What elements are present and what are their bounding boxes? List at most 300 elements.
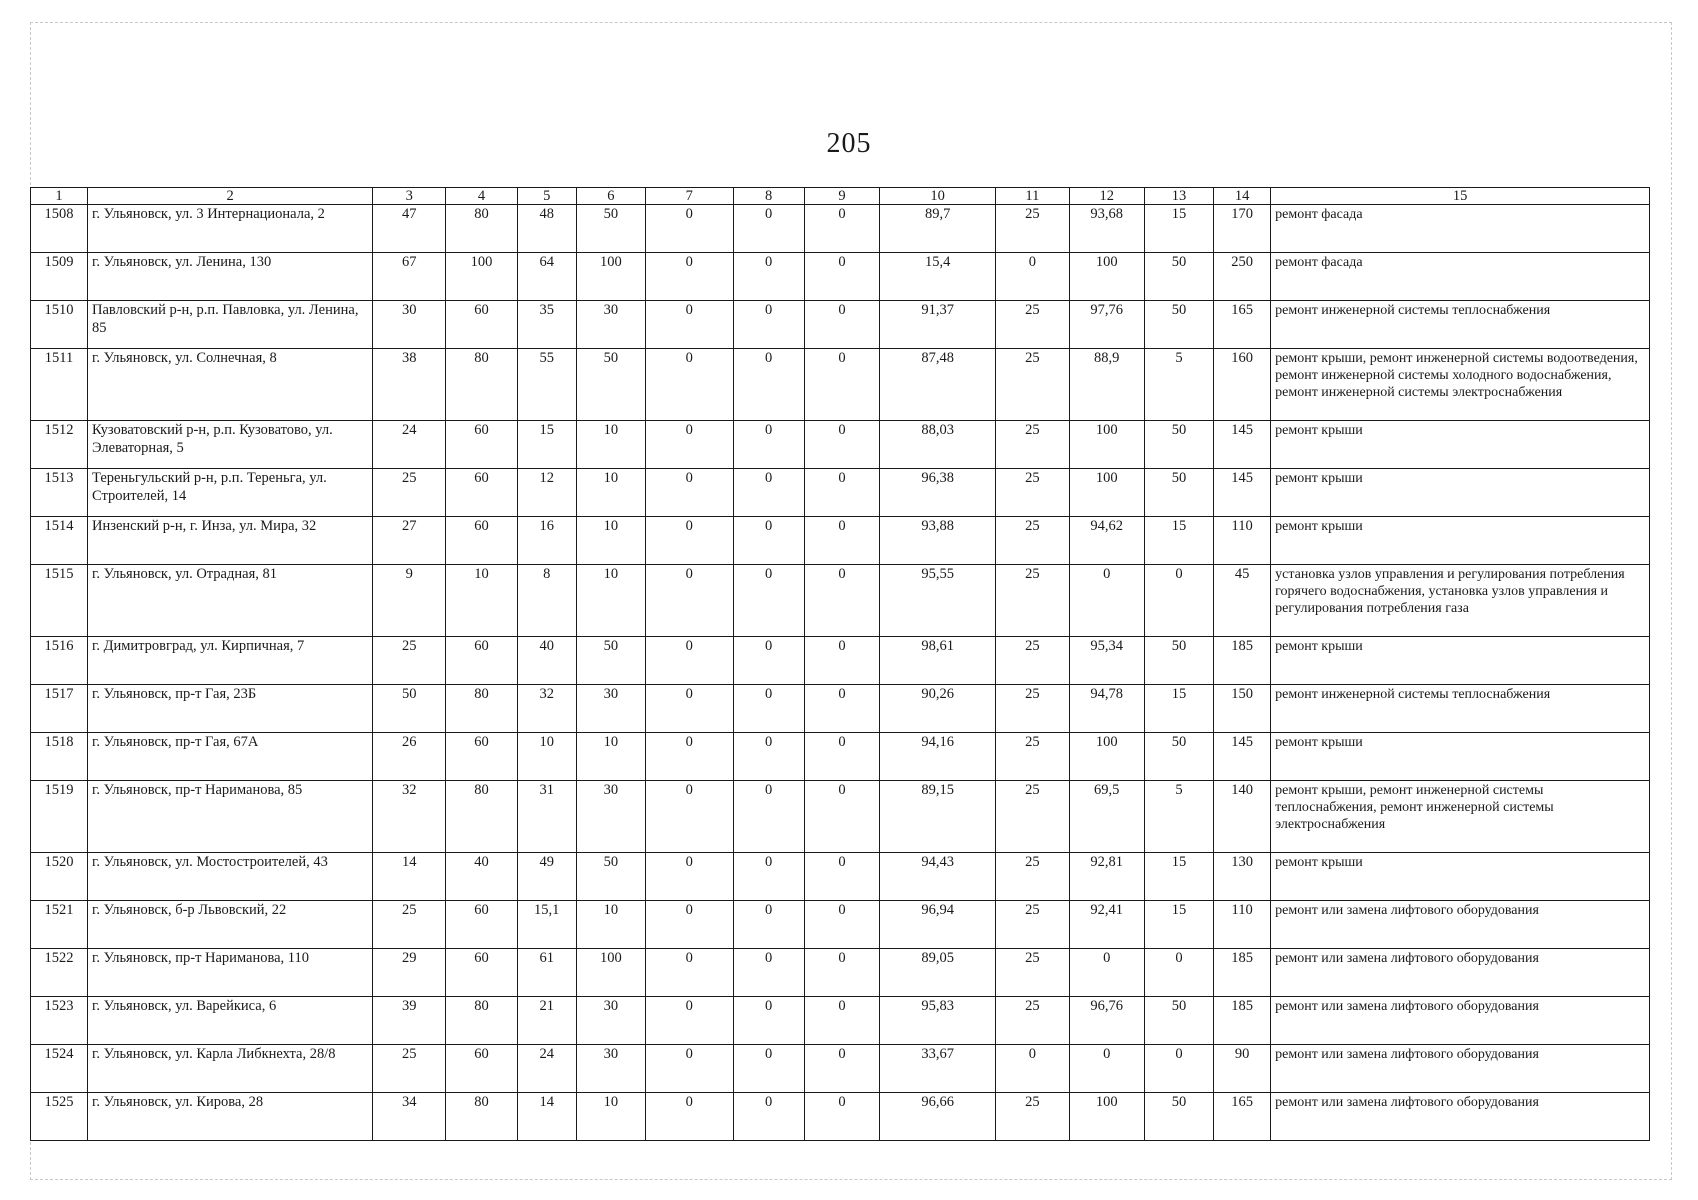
- cell-col-13: 50: [1144, 253, 1213, 301]
- cell-address: г. Ульяновск, ул. Солнечная, 8: [88, 349, 373, 421]
- table-row: [31, 685, 1650, 733]
- cell-work-type: ремонт крыши: [1271, 421, 1650, 469]
- cell-col-9: 0: [804, 469, 879, 517]
- cell-col-5: 14: [517, 1093, 576, 1141]
- cell-col-14: 140: [1214, 781, 1271, 853]
- cell-col-9: 0: [804, 997, 879, 1045]
- cell-col-11: 25: [996, 349, 1069, 421]
- cell-col-14: 150: [1214, 685, 1271, 733]
- cell-col-8: 0: [733, 565, 804, 637]
- cell-col-4: 60: [446, 301, 517, 349]
- cell-col-4: 100: [446, 253, 517, 301]
- cell-col-3: 24: [373, 421, 446, 469]
- column-header-6: 6: [576, 188, 645, 205]
- cell-col-3: 25: [373, 901, 446, 949]
- table-row: [31, 853, 1650, 901]
- table-body: [31, 205, 1650, 1141]
- cell-col-14: 185: [1214, 949, 1271, 997]
- cell-col-9: 0: [804, 1093, 879, 1141]
- cell-work-type: ремонт крыши, ремонт инженерной системы теплоснабжения, ремонт инженерной системы электроснабжения: [1271, 781, 1650, 853]
- cell-col-6: 10: [576, 517, 645, 565]
- cell-work-type: ремонт крыши: [1271, 733, 1650, 781]
- cell-col-12: 92,41: [1069, 901, 1144, 949]
- cell-col-5: 64: [517, 253, 576, 301]
- cell-col-12: 94,62: [1069, 517, 1144, 565]
- table-row: [31, 997, 1650, 1045]
- cell-address: Тереньгульский р-н, р.п. Тереньга, ул. Строителей, 14: [88, 469, 373, 517]
- cell-work-type: ремонт или замена лифтового оборудования: [1271, 949, 1650, 997]
- cell-col-13: 50: [1144, 301, 1213, 349]
- cell-col-8: 0: [733, 781, 804, 853]
- cell-row-number: 1510: [31, 301, 88, 349]
- cell-col-10: 98,61: [880, 637, 996, 685]
- cell-col-14: 185: [1214, 637, 1271, 685]
- cell-address: г. Ульяновск, ул. Карла Либкнехта, 28/8: [88, 1045, 373, 1093]
- cell-col-3: 25: [373, 1045, 446, 1093]
- cell-col-7: 0: [645, 301, 733, 349]
- cell-col-8: 0: [733, 349, 804, 421]
- cell-work-type: ремонт инженерной системы теплоснабжения: [1271, 301, 1650, 349]
- cell-col-5: 55: [517, 349, 576, 421]
- cell-col-7: 0: [645, 469, 733, 517]
- cell-col-3: 25: [373, 637, 446, 685]
- column-header-2: 2: [88, 188, 373, 205]
- cell-col-7: 0: [645, 685, 733, 733]
- cell-work-type: ремонт или замена лифтового оборудования: [1271, 997, 1650, 1045]
- table-row: [31, 1093, 1650, 1141]
- cell-row-number: 1512: [31, 421, 88, 469]
- cell-col-8: 0: [733, 1045, 804, 1093]
- cell-row-number: 1520: [31, 853, 88, 901]
- cell-col-3: 32: [373, 781, 446, 853]
- cell-col-9: 0: [804, 205, 879, 253]
- cell-work-type: ремонт инженерной системы теплоснабжения: [1271, 685, 1650, 733]
- cell-col-13: 50: [1144, 997, 1213, 1045]
- cell-col-6: 10: [576, 565, 645, 637]
- cell-address: г. Ульяновск, ул. Ленина, 130: [88, 253, 373, 301]
- cell-col-9: 0: [804, 301, 879, 349]
- cell-col-12: 0: [1069, 565, 1144, 637]
- cell-col-14: 165: [1214, 301, 1271, 349]
- column-header-13: 13: [1144, 188, 1213, 205]
- column-header-4: 4: [446, 188, 517, 205]
- cell-col-8: 0: [733, 685, 804, 733]
- cell-col-6: 50: [576, 349, 645, 421]
- cell-col-4: 60: [446, 949, 517, 997]
- cell-col-3: 26: [373, 733, 446, 781]
- table-row: [31, 301, 1650, 349]
- cell-address: г. Ульяновск, ул. 3 Интернационала, 2: [88, 205, 373, 253]
- cell-col-13: 15: [1144, 901, 1213, 949]
- cell-col-10: 33,67: [880, 1045, 996, 1093]
- cell-col-5: 15,1: [517, 901, 576, 949]
- cell-col-7: 0: [645, 637, 733, 685]
- cell-col-14: 250: [1214, 253, 1271, 301]
- cell-row-number: 1508: [31, 205, 88, 253]
- cell-col-7: 0: [645, 517, 733, 565]
- cell-col-5: 15: [517, 421, 576, 469]
- cell-col-7: 0: [645, 997, 733, 1045]
- cell-work-type: ремонт фасада: [1271, 253, 1650, 301]
- cell-col-4: 60: [446, 637, 517, 685]
- cell-col-7: 0: [645, 781, 733, 853]
- cell-col-6: 50: [576, 853, 645, 901]
- cell-col-4: 80: [446, 349, 517, 421]
- cell-col-12: 100: [1069, 469, 1144, 517]
- cell-col-13: 0: [1144, 949, 1213, 997]
- cell-work-type: ремонт крыши: [1271, 469, 1650, 517]
- cell-col-3: 29: [373, 949, 446, 997]
- cell-col-3: 39: [373, 997, 446, 1045]
- cell-work-type: ремонт крыши: [1271, 637, 1650, 685]
- cell-col-3: 67: [373, 253, 446, 301]
- table-row: [31, 949, 1650, 997]
- cell-col-11: 25: [996, 1093, 1069, 1141]
- cell-col-4: 10: [446, 565, 517, 637]
- cell-address: г. Ульяновск, ул. Варейкиса, 6: [88, 997, 373, 1045]
- cell-col-5: 49: [517, 853, 576, 901]
- cell-col-7: 0: [645, 1045, 733, 1093]
- cell-col-12: 94,78: [1069, 685, 1144, 733]
- cell-row-number: 1515: [31, 565, 88, 637]
- cell-col-9: 0: [804, 685, 879, 733]
- cell-work-type: ремонт фасада: [1271, 205, 1650, 253]
- cell-col-4: 60: [446, 469, 517, 517]
- cell-col-6: 50: [576, 205, 645, 253]
- column-header-12: 12: [1069, 188, 1144, 205]
- cell-col-12: 100: [1069, 1093, 1144, 1141]
- cell-col-7: 0: [645, 205, 733, 253]
- cell-row-number: 1514: [31, 517, 88, 565]
- cell-row-number: 1521: [31, 901, 88, 949]
- cell-col-4: 60: [446, 733, 517, 781]
- cell-address: Кузоватовский р-н, р.п. Кузоватово, ул. Элеваторная, 5: [88, 421, 373, 469]
- cell-col-7: 0: [645, 349, 733, 421]
- cell-row-number: 1513: [31, 469, 88, 517]
- cell-col-14: 45: [1214, 565, 1271, 637]
- cell-row-number: 1525: [31, 1093, 88, 1141]
- cell-col-4: 80: [446, 205, 517, 253]
- cell-col-11: 25: [996, 901, 1069, 949]
- cell-col-8: 0: [733, 421, 804, 469]
- cell-col-8: 0: [733, 901, 804, 949]
- cell-row-number: 1522: [31, 949, 88, 997]
- cell-col-12: 0: [1069, 1045, 1144, 1093]
- cell-col-5: 35: [517, 301, 576, 349]
- cell-row-number: 1511: [31, 349, 88, 421]
- cell-col-6: 10: [576, 901, 645, 949]
- cell-col-12: 95,34: [1069, 637, 1144, 685]
- cell-col-3: 38: [373, 349, 446, 421]
- cell-col-8: 0: [733, 253, 804, 301]
- cell-col-9: 0: [804, 949, 879, 997]
- table-row: [31, 517, 1650, 565]
- cell-col-7: 0: [645, 1093, 733, 1141]
- cell-col-10: 88,03: [880, 421, 996, 469]
- cell-col-4: 60: [446, 901, 517, 949]
- cell-col-11: 25: [996, 517, 1069, 565]
- cell-col-10: 93,88: [880, 517, 996, 565]
- cell-col-3: 50: [373, 685, 446, 733]
- cell-row-number: 1518: [31, 733, 88, 781]
- cell-col-8: 0: [733, 853, 804, 901]
- cell-col-10: 89,7: [880, 205, 996, 253]
- cell-col-14: 130: [1214, 853, 1271, 901]
- cell-col-5: 32: [517, 685, 576, 733]
- cell-row-number: 1509: [31, 253, 88, 301]
- cell-col-8: 0: [733, 997, 804, 1045]
- cell-col-14: 185: [1214, 997, 1271, 1045]
- cell-col-11: 25: [996, 565, 1069, 637]
- table-row: [31, 565, 1650, 637]
- cell-col-13: 50: [1144, 637, 1213, 685]
- cell-address: г. Ульяновск, пр-т Нариманова, 110: [88, 949, 373, 997]
- cell-col-10: 89,05: [880, 949, 996, 997]
- cell-col-4: 80: [446, 685, 517, 733]
- table-row: [31, 637, 1650, 685]
- cell-address: Павловский р-н, р.п. Павловка, ул. Ленина, 85: [88, 301, 373, 349]
- cell-col-9: 0: [804, 253, 879, 301]
- cell-col-10: 89,15: [880, 781, 996, 853]
- cell-col-9: 0: [804, 733, 879, 781]
- cell-col-14: 170: [1214, 205, 1271, 253]
- cell-col-8: 0: [733, 205, 804, 253]
- cell-work-type: ремонт крыши: [1271, 517, 1650, 565]
- cell-col-13: 5: [1144, 349, 1213, 421]
- cell-col-9: 0: [804, 637, 879, 685]
- cell-address: г. Ульяновск, пр-т Гая, 23Б: [88, 685, 373, 733]
- cell-col-12: 100: [1069, 733, 1144, 781]
- cell-col-11: 25: [996, 637, 1069, 685]
- cell-col-6: 30: [576, 301, 645, 349]
- cell-col-12: 92,81: [1069, 853, 1144, 901]
- column-header-11: 11: [996, 188, 1069, 205]
- cell-col-9: 0: [804, 781, 879, 853]
- cell-col-10: 96,38: [880, 469, 996, 517]
- cell-col-12: 88,9: [1069, 349, 1144, 421]
- cell-col-11: 25: [996, 205, 1069, 253]
- cell-col-5: 21: [517, 997, 576, 1045]
- cell-col-3: 30: [373, 301, 446, 349]
- cell-address: г. Ульяновск, б-р Львовский, 22: [88, 901, 373, 949]
- cell-col-5: 24: [517, 1045, 576, 1093]
- cell-work-type: ремонт крыши: [1271, 853, 1650, 901]
- cell-row-number: 1523: [31, 997, 88, 1045]
- cell-col-4: 60: [446, 421, 517, 469]
- cell-col-10: 95,83: [880, 997, 996, 1045]
- column-header-14: 14: [1214, 188, 1271, 205]
- cell-address: г. Ульяновск, пр-т Гая, 67А: [88, 733, 373, 781]
- cell-col-10: 91,37: [880, 301, 996, 349]
- cell-col-11: 25: [996, 997, 1069, 1045]
- table-row: [31, 781, 1650, 853]
- cell-col-8: 0: [733, 517, 804, 565]
- cell-col-8: 0: [733, 637, 804, 685]
- cell-col-14: 160: [1214, 349, 1271, 421]
- cell-col-12: 96,76: [1069, 997, 1144, 1045]
- cell-col-10: 90,26: [880, 685, 996, 733]
- header-row: [31, 188, 1650, 205]
- cell-col-11: 25: [996, 733, 1069, 781]
- cell-col-7: 0: [645, 253, 733, 301]
- column-header-8: 8: [733, 188, 804, 205]
- cell-col-10: 95,55: [880, 565, 996, 637]
- cell-address: Инзенский р-н, г. Инза, ул. Мира, 32: [88, 517, 373, 565]
- cell-col-14: 145: [1214, 421, 1271, 469]
- cell-col-5: 8: [517, 565, 576, 637]
- registry-table-container: [30, 187, 1650, 1141]
- cell-col-6: 30: [576, 685, 645, 733]
- cell-col-8: 0: [733, 949, 804, 997]
- cell-col-13: 50: [1144, 1093, 1213, 1141]
- column-header-7: 7: [645, 188, 733, 205]
- table-row: [31, 733, 1650, 781]
- table-row: [31, 469, 1650, 517]
- cell-col-3: 14: [373, 853, 446, 901]
- cell-col-11: 0: [996, 253, 1069, 301]
- cell-col-11: 25: [996, 853, 1069, 901]
- cell-col-9: 0: [804, 349, 879, 421]
- cell-col-6: 30: [576, 997, 645, 1045]
- cell-col-13: 15: [1144, 853, 1213, 901]
- cell-col-13: 50: [1144, 421, 1213, 469]
- cell-row-number: 1519: [31, 781, 88, 853]
- cell-col-6: 10: [576, 733, 645, 781]
- cell-col-9: 0: [804, 421, 879, 469]
- cell-row-number: 1516: [31, 637, 88, 685]
- table-row: [31, 421, 1650, 469]
- cell-col-7: 0: [645, 421, 733, 469]
- cell-col-10: 96,66: [880, 1093, 996, 1141]
- cell-col-8: 0: [733, 301, 804, 349]
- cell-col-5: 40: [517, 637, 576, 685]
- column-header-15: 15: [1271, 188, 1650, 205]
- cell-col-5: 16: [517, 517, 576, 565]
- cell-col-9: 0: [804, 1045, 879, 1093]
- cell-address: г. Ульяновск, ул. Отрадная, 81: [88, 565, 373, 637]
- cell-col-11: 25: [996, 781, 1069, 853]
- cell-col-3: 27: [373, 517, 446, 565]
- cell-work-type: установка узлов управления и регулирования потребления горячего водоснабжения, установка узлов управления и регулирования потребления газа: [1271, 565, 1650, 637]
- cell-col-9: 0: [804, 853, 879, 901]
- cell-work-type: ремонт или замена лифтового оборудования: [1271, 1093, 1650, 1141]
- column-header-1: 1: [31, 188, 88, 205]
- cell-col-11: 25: [996, 949, 1069, 997]
- cell-col-3: 9: [373, 565, 446, 637]
- cell-col-6: 30: [576, 1045, 645, 1093]
- cell-col-11: 25: [996, 301, 1069, 349]
- cell-col-13: 15: [1144, 205, 1213, 253]
- cell-row-number: 1524: [31, 1045, 88, 1093]
- cell-col-14: 110: [1214, 517, 1271, 565]
- column-header-5: 5: [517, 188, 576, 205]
- cell-work-type: ремонт или замена лифтового оборудования: [1271, 1045, 1650, 1093]
- cell-col-13: 0: [1144, 565, 1213, 637]
- registry-table: [30, 187, 1650, 1141]
- page-number: 205: [826, 128, 872, 159]
- cell-col-14: 145: [1214, 469, 1271, 517]
- cell-col-8: 0: [733, 733, 804, 781]
- cell-col-13: 50: [1144, 733, 1213, 781]
- cell-col-11: 25: [996, 469, 1069, 517]
- cell-col-13: 15: [1144, 685, 1213, 733]
- cell-col-8: 0: [733, 1093, 804, 1141]
- cell-col-5: 61: [517, 949, 576, 997]
- cell-col-13: 50: [1144, 469, 1213, 517]
- cell-col-3: 25: [373, 469, 446, 517]
- cell-col-6: 100: [576, 949, 645, 997]
- table-row: [31, 205, 1650, 253]
- cell-col-6: 50: [576, 637, 645, 685]
- table-row: [31, 901, 1650, 949]
- cell-col-6: 100: [576, 253, 645, 301]
- cell-address: г. Ульяновск, ул. Кирова, 28: [88, 1093, 373, 1141]
- cell-col-9: 0: [804, 517, 879, 565]
- cell-col-12: 97,76: [1069, 301, 1144, 349]
- cell-col-5: 31: [517, 781, 576, 853]
- cell-col-4: 80: [446, 781, 517, 853]
- cell-address: г. Димитровград, ул. Кирпичная, 7: [88, 637, 373, 685]
- table-row: [31, 1045, 1650, 1093]
- table-row: [31, 349, 1650, 421]
- cell-col-13: 0: [1144, 1045, 1213, 1093]
- cell-col-4: 60: [446, 517, 517, 565]
- cell-col-10: 15,4: [880, 253, 996, 301]
- cell-col-14: 145: [1214, 733, 1271, 781]
- cell-col-10: 94,43: [880, 853, 996, 901]
- cell-col-7: 0: [645, 949, 733, 997]
- cell-col-12: 100: [1069, 421, 1144, 469]
- cell-col-6: 10: [576, 1093, 645, 1141]
- cell-col-4: 80: [446, 1093, 517, 1141]
- cell-col-10: 87,48: [880, 349, 996, 421]
- cell-address: г. Ульяновск, ул. Мостостроителей, 43: [88, 853, 373, 901]
- column-header-3: 3: [373, 188, 446, 205]
- cell-col-7: 0: [645, 901, 733, 949]
- cell-col-5: 48: [517, 205, 576, 253]
- table-row: [31, 253, 1650, 301]
- cell-col-3: 34: [373, 1093, 446, 1141]
- cell-col-10: 96,94: [880, 901, 996, 949]
- cell-col-7: 0: [645, 565, 733, 637]
- cell-col-8: 0: [733, 469, 804, 517]
- cell-row-number: 1517: [31, 685, 88, 733]
- cell-col-6: 10: [576, 469, 645, 517]
- cell-col-4: 40: [446, 853, 517, 901]
- cell-address: г. Ульяновск, пр-т Нариманова, 85: [88, 781, 373, 853]
- cell-col-14: 110: [1214, 901, 1271, 949]
- cell-col-12: 93,68: [1069, 205, 1144, 253]
- cell-col-7: 0: [645, 853, 733, 901]
- cell-work-type: ремонт или замена лифтового оборудования: [1271, 901, 1650, 949]
- cell-col-9: 0: [804, 565, 879, 637]
- column-header-10: 10: [880, 188, 996, 205]
- cell-col-10: 94,16: [880, 733, 996, 781]
- cell-work-type: ремонт крыши, ремонт инженерной системы водоотведения, ремонт инженерной системы холодного водоснабжения, ремонт инженерной системы электроснабжения: [1271, 349, 1650, 421]
- cell-col-11: 25: [996, 685, 1069, 733]
- cell-col-11: 25: [996, 421, 1069, 469]
- cell-col-14: 90: [1214, 1045, 1271, 1093]
- cell-col-4: 80: [446, 997, 517, 1045]
- cell-col-3: 47: [373, 205, 446, 253]
- cell-col-12: 100: [1069, 253, 1144, 301]
- cell-col-7: 0: [645, 733, 733, 781]
- cell-col-14: 165: [1214, 1093, 1271, 1141]
- cell-col-13: 15: [1144, 517, 1213, 565]
- cell-col-11: 0: [996, 1045, 1069, 1093]
- cell-col-4: 60: [446, 1045, 517, 1093]
- cell-col-9: 0: [804, 901, 879, 949]
